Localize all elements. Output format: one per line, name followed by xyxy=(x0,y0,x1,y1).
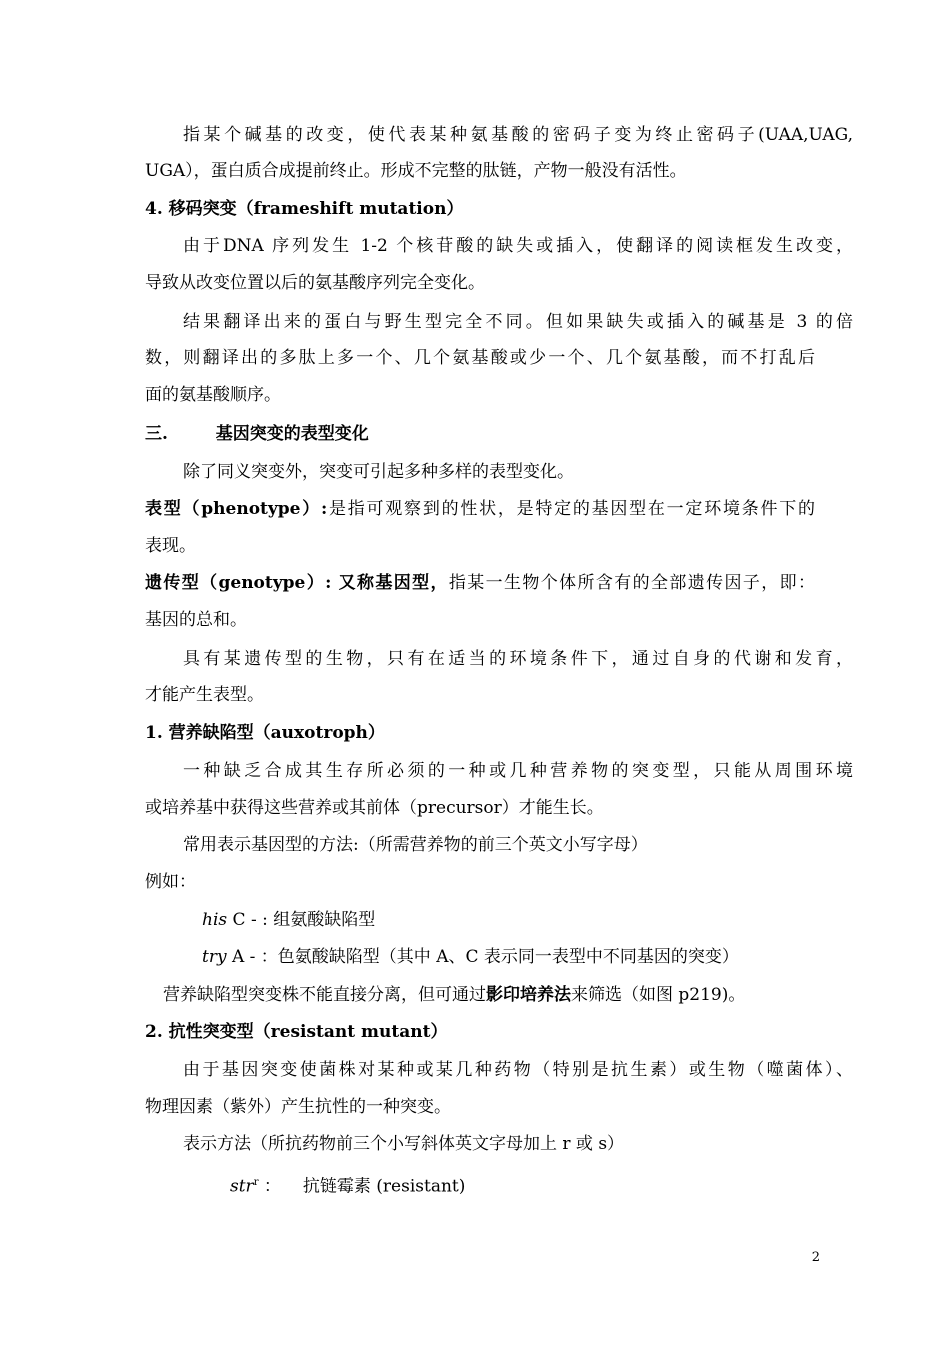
section-number: 三. xyxy=(145,424,168,444)
paragraph-nonsense-line-1: 指某个碱基的改变，使代表某种氨基酸的密码子变为终止密码子(UAA,UAG, xyxy=(183,125,853,145)
heading-auxotroph: 1. 营养缺陷型（auxotroph） xyxy=(145,723,385,743)
term-genotype: 遗传型（genotype）: 又称基因型， xyxy=(145,573,449,593)
example-his-desc: 组氨酸缺陷型 xyxy=(273,910,376,930)
definition-phenotype-text: 是指可观察到的性状，是特定的基因型在一定环境条件下的 xyxy=(327,499,815,519)
term-phenotype: 表型（phenotype）: xyxy=(145,499,328,519)
replica-pre: 营养缺陷型突变株不能直接分离，但可通过 xyxy=(163,985,486,1005)
paragraph-expression-line-1: 具有某遗传型的生物，只有在适当的环境条件下，通过自身的代谢和发育， xyxy=(183,649,853,669)
paragraph-result-line-3: 面的氨基酸顺序。 xyxy=(145,385,281,405)
paragraph-frameshift-line-1: 由于DNA 序列发生 1-2 个核苷酸的缺失或插入，使翻译的阅读框发生改变， xyxy=(183,236,853,256)
paragraph-notation: 常用表示基因型的方法:（所需营养物的前三个英文小写字母） xyxy=(183,835,648,855)
example-his xyxy=(202,904,872,936)
example-str-desc: 抗链霉素 (resistant) xyxy=(302,1176,466,1197)
heading-frameshift: 4. 移码突变（frameshift mutation） xyxy=(145,199,464,219)
replica-term: 影印培养法 xyxy=(486,985,571,1005)
paragraph-frameshift-line-2: 导致从改变位置以后的氨基酸序列完全变化。 xyxy=(145,273,485,293)
example-str xyxy=(230,1167,900,1199)
paragraph-expression-line-2: 才能产生表型。 xyxy=(145,685,264,705)
paragraph-auxotroph-line-1: 一种缺乏合成其生存所必须的一种或几种营养物的突变型，只能从周围环境 xyxy=(183,761,853,781)
section-title: 基因突变的表型变化 xyxy=(215,424,369,444)
paragraph-result-line-1: 结果翻译出来的蛋白与野生型完全不同。但如果缺失或插入的碱基是 3 的倍 xyxy=(183,312,853,332)
paragraph-nonsense-line-2: UGA），蛋白质合成提前终止。形成不完整的肽链，产物一般没有活性。 xyxy=(145,161,687,181)
example-try xyxy=(202,941,872,973)
paragraph-resistant-line-2: 物理因素（紫外）产生抗性的一种突变。 xyxy=(145,1097,451,1117)
example-try-desc: 色氨酸缺陷型（其中 A、C 表示同一表型中不同基因的突变） xyxy=(277,947,739,967)
resistance-superscript: r xyxy=(253,1177,259,1188)
paragraph-resistant-notation: 表示方法（所抗药物前三个小写斜体英文字母加上 r 或 s） xyxy=(183,1134,625,1154)
definition-genotype-line-1 xyxy=(145,567,815,599)
gene-his: his xyxy=(202,910,228,930)
definition-genotype-text: 指某一生物个体所含有的全部遗传因子，即： xyxy=(448,573,815,593)
example-try-suffix: A - ： xyxy=(226,947,278,967)
paragraph-auxotroph-line-2: 或培养基中获得这些营养或其前体（precursor）才能生长。 xyxy=(145,798,604,818)
example-label: 例如： xyxy=(145,872,196,892)
gene-str: str xyxy=(230,1176,254,1197)
example-str-sep: ： xyxy=(258,1176,281,1197)
section-heading-3 xyxy=(145,418,815,450)
example-his-suffix: C - : xyxy=(227,910,274,930)
page-number: 2 xyxy=(811,1250,820,1265)
paragraph-replica-plating xyxy=(163,979,815,1011)
paragraph-phenotype-intro: 除了同义突变外，突变可引起多种多样的表型变化。 xyxy=(183,462,574,482)
definition-phenotype-line-2: 表现。 xyxy=(145,536,196,556)
paragraph-result-line-2: 数，则翻译出的多肽上多一个、几个氨基酸或少一个、几个氨基酸，而不打乱后 xyxy=(145,348,815,368)
gene-try: try xyxy=(202,947,227,967)
definition-genotype-line-2: 基因的总和。 xyxy=(145,610,247,630)
definition-phenotype-line-1 xyxy=(145,493,815,525)
heading-resistant: 2. 抗性突变型（resistant mutant） xyxy=(145,1022,448,1042)
paragraph-resistant-line-1: 由于基因突变使菌株对某种或某几种药物（特别是抗生素）或生物（噬菌体）、 xyxy=(183,1060,853,1080)
replica-post: 来筛选（如图 p219)。 xyxy=(571,985,746,1005)
